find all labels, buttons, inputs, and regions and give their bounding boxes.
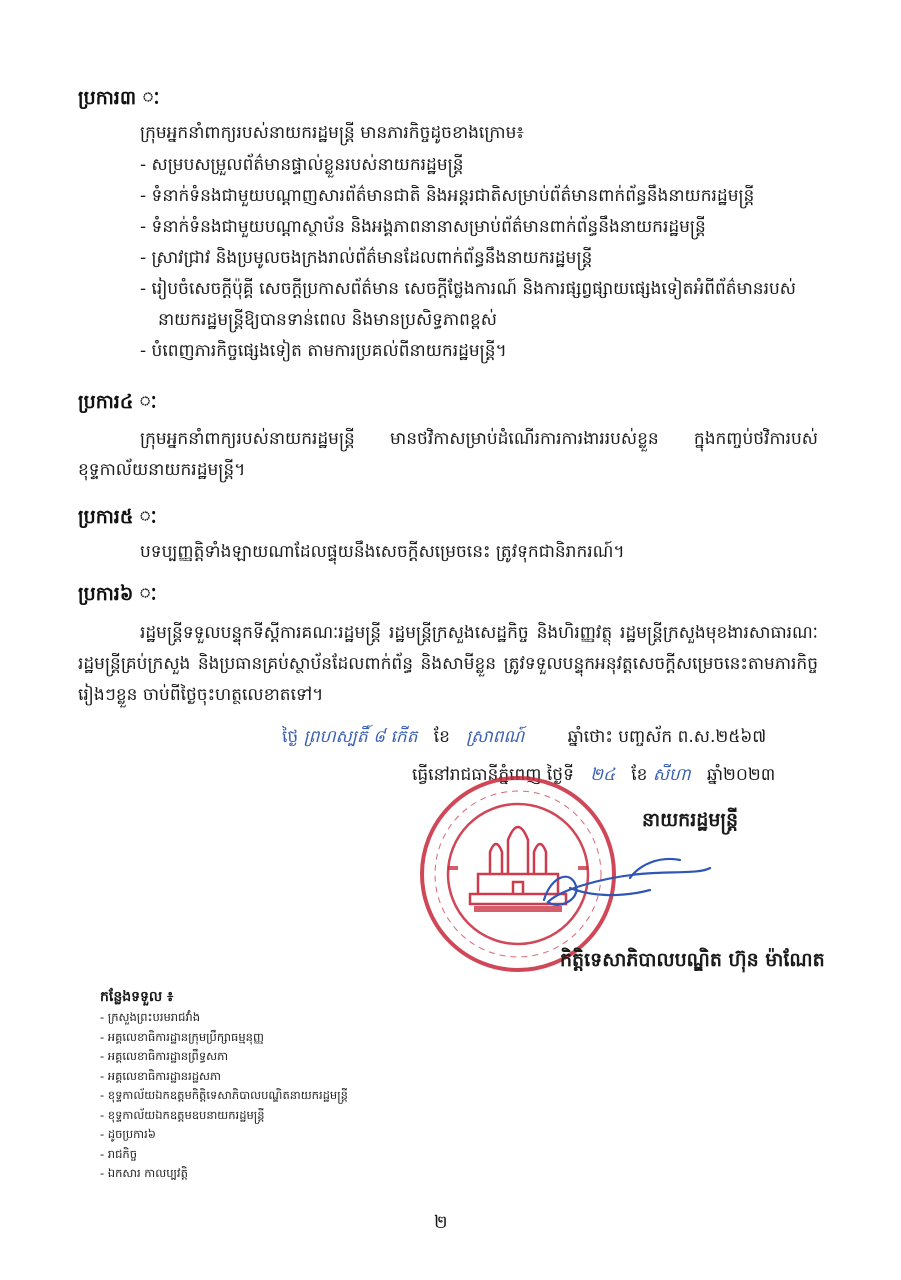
article-3-intro: ក្រុមអ្នកនាំពាក្យរបស់នាយករដ្ឋមន្ត្រី មានភារកិច្ចដូចខាងក្រោម៖ — [140, 123, 524, 143]
lunar-month-label: ខែ — [433, 727, 450, 747]
list-item: - អគ្គលេខាធិការដ្ឋានព្រឹទ្ធសភា — [100, 1049, 229, 1063]
lunar-month: ស្រាពណ៍ — [466, 727, 525, 747]
recipients-list — [100, 1008, 348, 1184]
article-6-body: រដ្ឋមន្ត្រីទទួលបន្ទុកទីស្តីការគណៈរដ្ឋមន្ត្រី រដ្ឋមន្ត្រីក្រសួងសេដ្ឋកិច្ច និងហិរញ្ញវត្ថុ រដ្ឋមន្ត្រីក្រសួងមុខងារសាធារណៈ រដ្ឋមន្ត្រីគ្រប់ក្រសួង និងប្រធានគ្រប់ស្ថាប័នដែលពាក់ព័ន្ធ និងសាមីខ្លួន ត្រូវទទួលបន្ទុកអនុវត្តសេចក្តីសម្រេចនេះតាមភារកិច្ចរៀងៗខ្លួន ចាប់ពីថ្ងៃចុះហត្ថលេខាតទៅ។ — [78, 623, 818, 705]
signatory-name: កិត្តិទេសាភិបាលបណ្ឌិត ហ៊ុន ម៉ាណែត — [560, 949, 825, 971]
list-item: - បំពេញភារកិច្ចផ្សេងទៀត តាមការប្រគល់ពីនាយករដ្ឋមន្ត្រី។ — [140, 341, 507, 361]
solar-month: សីហា — [652, 765, 691, 785]
recipients-title: កន្លែងទទួល ៖ — [100, 989, 174, 1005]
article-3-heading: ប្រការ៣ ៈ — [78, 87, 160, 109]
article-5-body: បទប្បញ្ញត្តិទាំងឡាយណាដែលផ្ទុយនឹងសេចក្តីសម្រេចនេះ ត្រូវទុកជានិរាករណ៍។ — [140, 542, 625, 562]
list-item: - រៀបចំសេចក្តីប៉ុគ្គី សេចក្តីប្រកាសព័ត៌មាន សេចក្តីថ្លែងការណ៍ និងការផ្សព្វផ្សាយផ្សេងទៀតអំពីព័ត៌មានរបស់នាយករដ្ឋមន្ត្រីឱ្យបានទាន់ពេល និងមានប្រសិទ្ធភាពខ្ពស់ — [140, 279, 796, 330]
article-6-heading: ប្រការ៦ ៈ — [78, 583, 157, 605]
list-item: - អគ្គលេខាធិការដ្ឋានក្រុមប្រឹក្សាធម្មនុញ្ញ — [100, 1029, 264, 1044]
signatory-title: នាយករដ្ឋមន្ត្រី — [642, 809, 739, 831]
lunar-date-line — [282, 726, 766, 751]
article-4-body: ក្រុមអ្នកនាំពាក្យរបស់នាយករដ្ឋមន្ត្រី មានថវិកាសម្រាប់ដំណើរការការងាររបស់ខ្លួន ក្នុងកញ្ចប់ថវិការបស់ខុទ្ទកាល័យនាយករដ្ឋមន្ត្រី។ — [78, 429, 818, 480]
list-item: - រាជកិច្ច — [100, 1146, 138, 1161]
page-number: ២ — [434, 1212, 448, 1233]
list-item: - សម្របសម្រួលព័ត៌មានផ្ទាល់ខ្លួនរបស់នាយករដ្ឋមន្ត្រី — [140, 155, 464, 175]
list-item: - ដូចប្រការ៦ — [100, 1127, 156, 1141]
list-item: - ទំនាក់ទំនងជាមួយបណ្តាញសារព័ត៌មានជាតិ និងអន្តរជាតិសម្រាប់ព័ត៌មានពាក់ព័ន្ធនឹងនាយករដ្ឋមន្ត្រី — [140, 186, 755, 206]
solar-month-label: ខែ — [631, 765, 648, 785]
list-item: - ក្រសួងព្រះបរមរាជវាំង — [100, 1010, 201, 1024]
lunar-year: ឆ្នាំថោះ បញ្ចស័ក ព.ស.២៥៦៧ — [567, 727, 767, 747]
lunar-day-label: ថ្ងៃ — [282, 727, 299, 747]
article-3-list — [140, 150, 830, 367]
solar-place: ធ្វើនៅរាជធានីភ្នំពេញ ថ្ងៃទី — [412, 765, 574, 785]
solar-year: ឆ្នាំ២០២៣ — [706, 765, 776, 785]
list-item: - ឯកសារ កាលប្បវត្តិ — [100, 1166, 188, 1180]
signature-icon — [530, 838, 720, 918]
solar-day: ២៤ — [590, 765, 615, 785]
list-item: - អគ្គលេខាធិការដ្ឋានរដ្ឋសភា — [100, 1068, 221, 1083]
list-item: - ខុទ្ទកាល័យឯកឧត្តមកិត្តិទេសាភិបាលបណ្ឌិតនាយករដ្ឋមន្ត្រី — [100, 1088, 348, 1102]
article-4-heading: ប្រការ៤ ៈ — [78, 391, 157, 413]
article-5-heading: ប្រការ៥ ៈ — [78, 506, 157, 528]
list-item: - ទំនាក់ទំនងជាមួយបណ្តាស្ថាប័ន និងអង្គភាពនានាសម្រាប់ព័ត៌មានពាក់ព័ន្ធនឹងនាយករដ្ឋមន្ត្រី — [140, 217, 706, 237]
lunar-weekday: ព្រហស្បតិ៍ ៨ កើត — [303, 727, 418, 747]
list-item: - ខុទ្ទកាល័យឯកឧត្តមឧបនាយករដ្ឋមន្ត្រី — [100, 1107, 265, 1122]
list-item: - ស្រាវជ្រាវ និងប្រមូលចងក្រងរាល់ព័ត៌មានដែលពាក់ព័ន្ធនឹងនាយករដ្ឋមន្ត្រី — [140, 248, 593, 268]
